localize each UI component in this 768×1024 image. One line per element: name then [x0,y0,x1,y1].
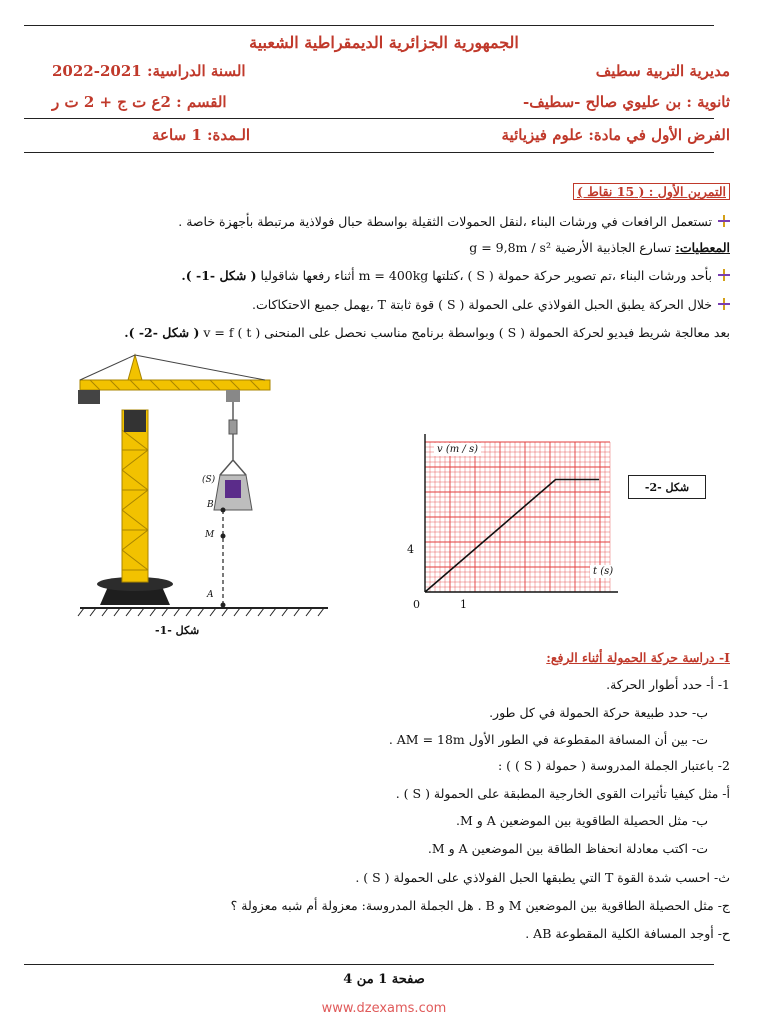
bullet-icon [718,298,730,310]
footer-rule [24,964,714,965]
item3-text: بعد معالجة شريط فيديو لحركة الحمولة ( S ) وبواسطة برنامج مناسب نحصل على المنحنى v = f ( t ) [203,325,730,340]
label-b: B [207,500,214,510]
figure2-caption [628,475,706,499]
figure1-caption: شكل -1- [155,624,200,637]
header-bottom-rule [24,152,714,153]
item1-line [181,268,730,283]
velocity-chart [400,432,720,632]
y-tick-label: 4 [407,543,414,556]
x-axis-label: t (s) [590,565,616,578]
q2: 2- باعتبار الجملة المدروسة ( حمولة ( S ) ) : [497,758,730,773]
label-m: M [205,530,215,540]
chart-series [425,480,599,593]
y-axis-label: v (m / s) [434,443,481,456]
givens-text: تسارع الجاذبية الأرضية g = 9,8m / s² [469,240,672,255]
chart-grid [425,442,610,592]
q2b: ب- مثل الحصيلة الطاقوية بين الموضعين A و M. [455,813,708,828]
exam-title: الفرض الأول في مادة: علوم فيزيائية [501,126,730,144]
exercise-title [573,184,730,199]
label-a: A [207,590,214,600]
header-rule [24,118,714,119]
school-name: ثانوية : بن عليوي صالح -سطيف- [523,93,730,111]
figure2-caption-text: شكل -2- [644,480,690,494]
x-tick-label: 1 [460,598,467,611]
school-year: السنة الدراسية: 2021-2022 [52,62,246,80]
q1b: ب- حدد طبيعة حركة الحمولة في كل طور. [489,705,708,720]
q2c: ت- اكتب معادلة انحفاظ الطاقة بين الموضعين A و M. [427,841,708,856]
site-url: www.dzexams.com [321,1001,447,1016]
top-rule [24,25,714,26]
q2a: أ- مثل كيفيا تأثيرات القوى الخارجية المطبقة على الحمولة ( S ) . [395,786,730,801]
givens-label: المعطيات: [675,240,730,255]
q1a: 1- أ- حدد أطوار الحركة. [606,677,730,692]
intro-text: تستعمل الرافعات في ورشات البناء ،لنقل الحمولات الثقيلة بواسطة حبال فولاذية مرتبطة بأجهزة خاصة . [178,214,712,229]
bullet-icon [718,269,730,281]
republic-title: الجمهورية الجزائرية الديمقراطية الشعبية [249,33,519,52]
bullet-icon [718,215,730,227]
q2f: ح- أوجد المسافة الكلية المقطوعة AB . [525,926,730,941]
class-section: القسم : 2ع ت ج + 2 ت ر [52,93,227,111]
item1-figure-ref: ( شكل -1- ). [181,268,257,283]
exercise-title-text: التمرين الأول : ( 15 نقاط ) [573,183,730,200]
givens-line [469,240,730,255]
label-s: (S) [202,475,216,485]
part1-title-text: I- دراسة حركة الحمولة أثناء الرفع: [546,650,730,665]
item2-line [252,297,730,312]
item1-text: بأحد ورشات البناء ،تم تصوير حركة حمولة ( S ) ،كتلتها m = 400kg أثناء رفعها شاقوليا [260,268,712,283]
q2d: ث- احسب شدة القوة T التي يطبقها الحبل الفولاذي على الحمولة ( S ) . [355,870,730,885]
q1c: ت- بين أن المسافة المقطوعة في الطور الأول AM = 18m . [388,732,708,747]
crane-figure [70,350,340,625]
part1-title [546,650,730,665]
velocity-curve [425,480,599,593]
page-number: صفحة 1 من 4 [343,972,425,987]
origin-label: 0 [413,598,420,611]
item3-line [124,325,730,340]
intro-line [178,214,730,229]
exam-duration: الـمدة: 1 ساعة [152,126,251,144]
item2-text: خلال الحركة يطبق الحبل الفولاذي على الحمولة ( S ) قوة ثابتة T ،يهمل جميع الاحتكاكات. [252,297,712,312]
item3-figure-ref: ( شكل -2- ). [124,325,200,340]
q2e: ج- مثل الحصيلة الطاقوية بين الموضعين M و B . هل الجملة المدروسة: معزولة أم شبه معزولة ؟ [230,898,730,913]
directorate: مديرية التربية سطيف [595,62,730,80]
